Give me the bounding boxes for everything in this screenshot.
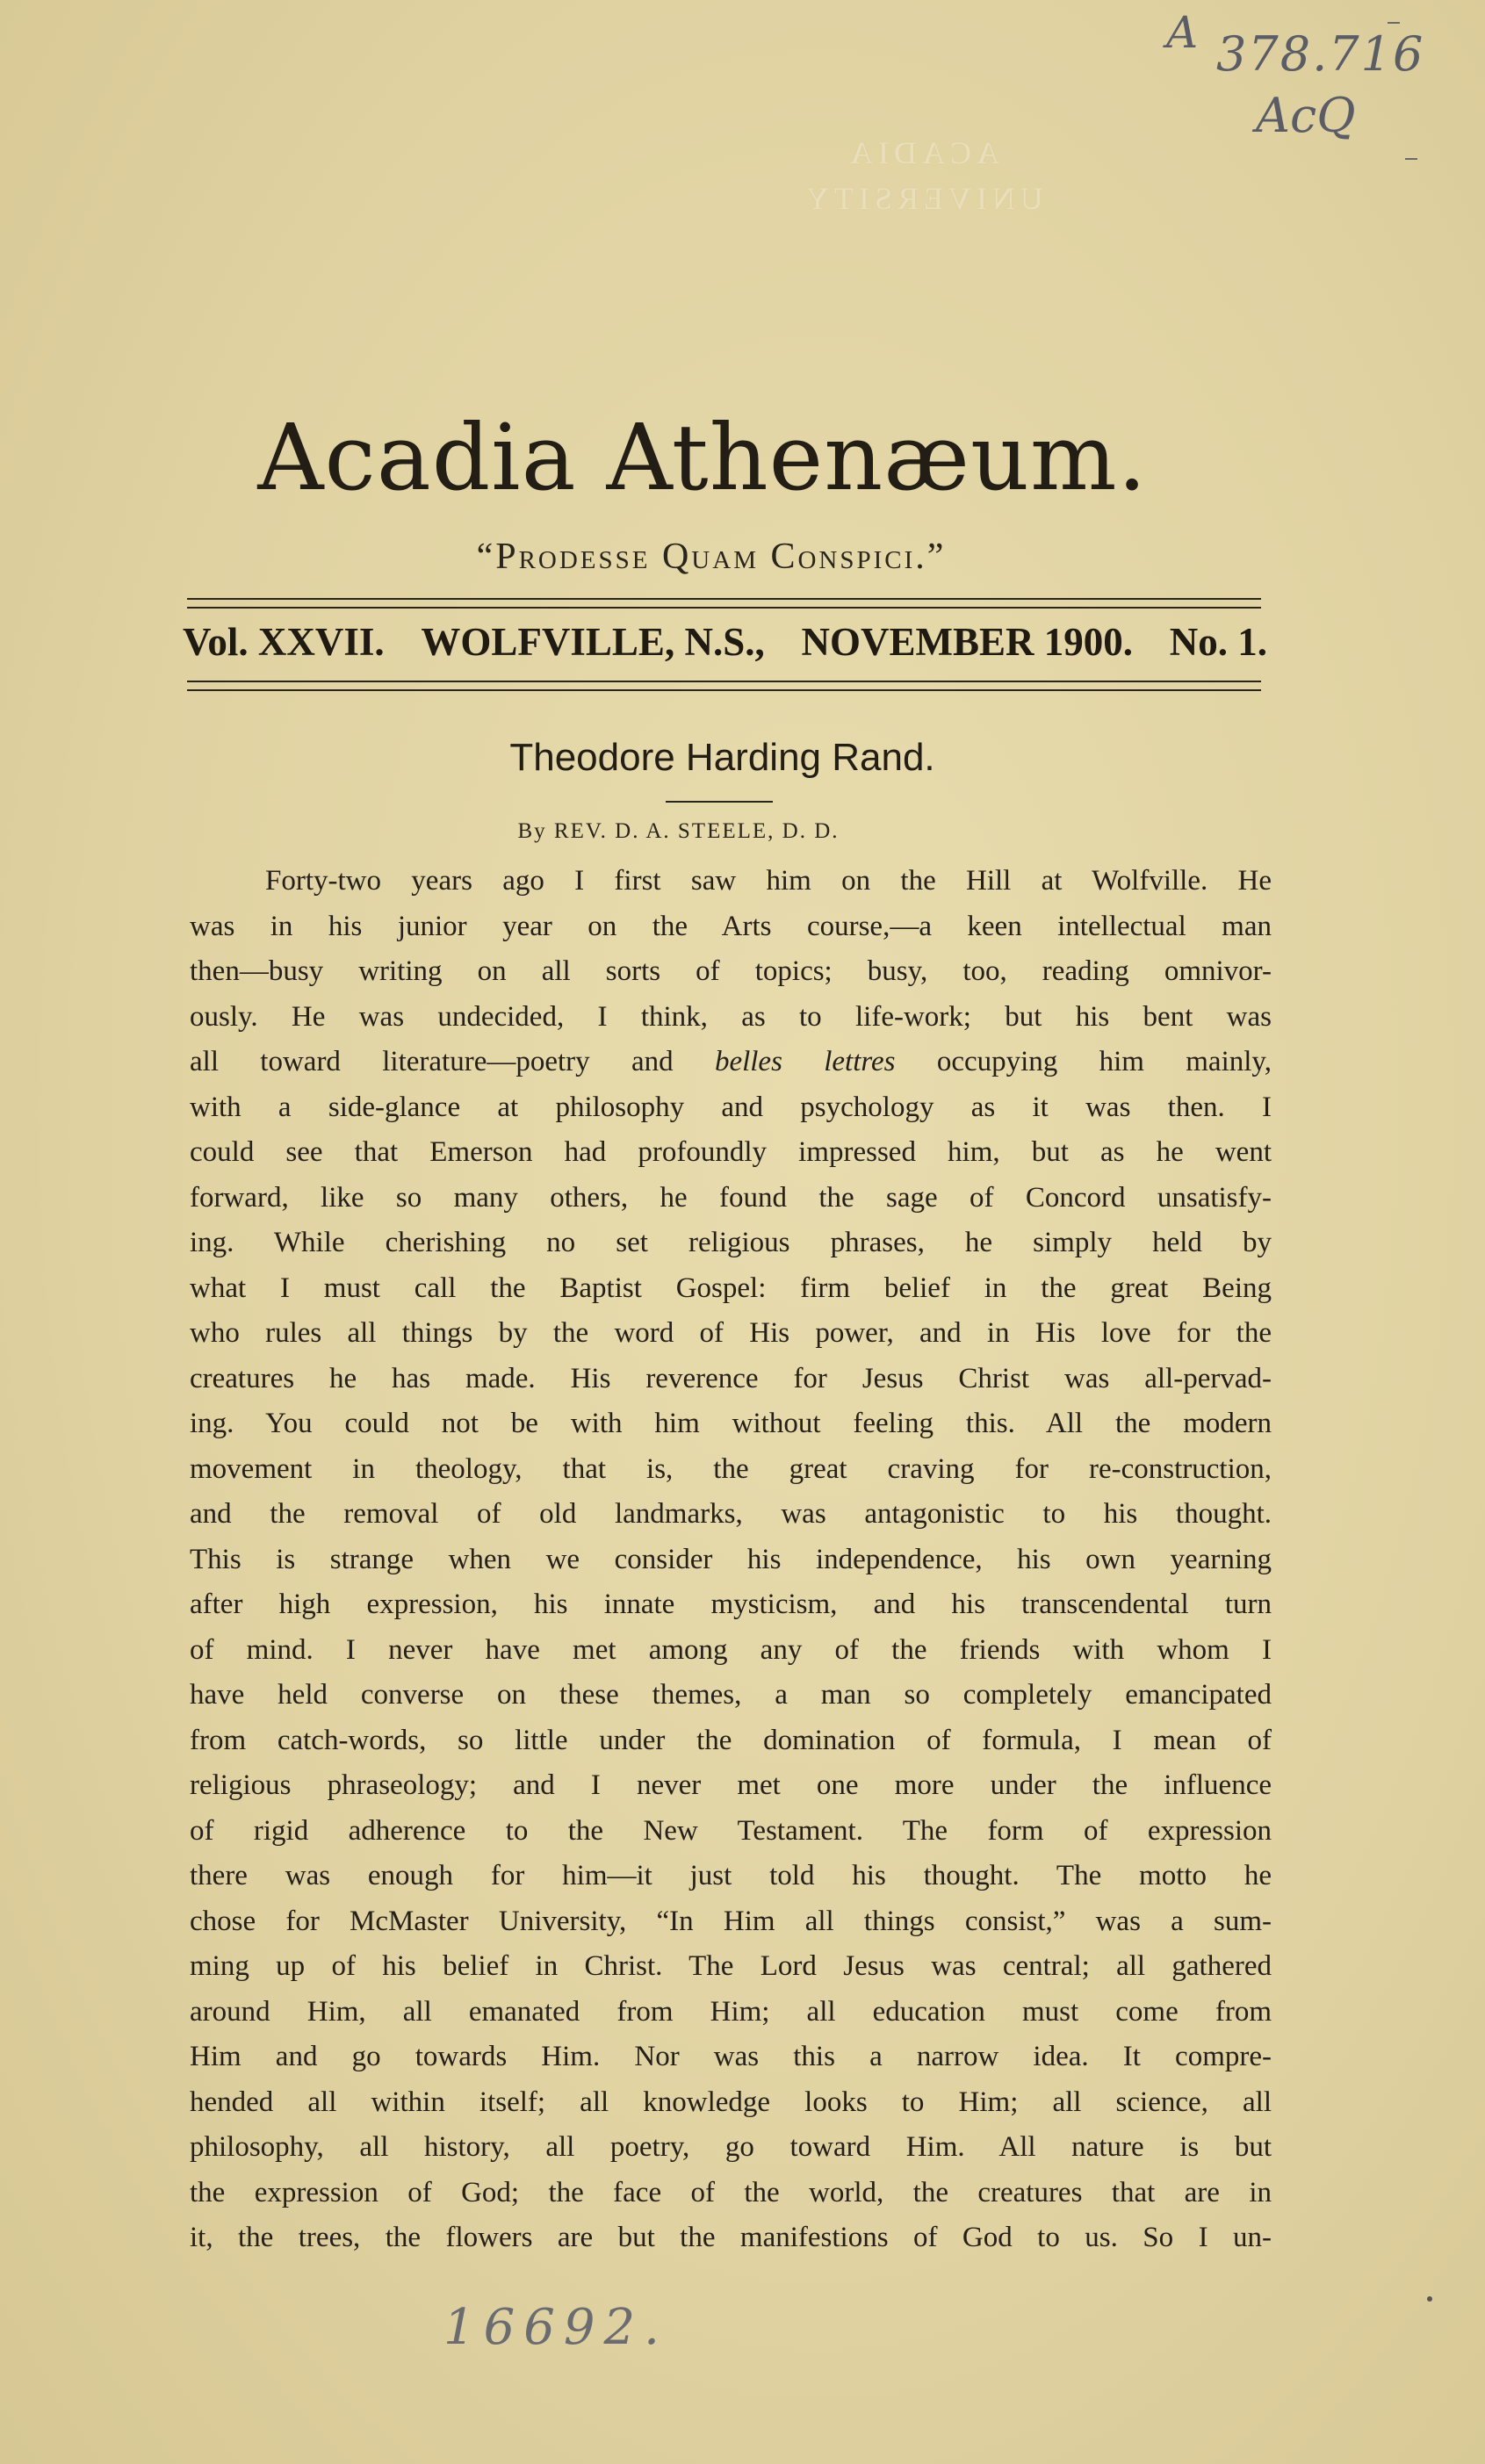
body-line: what I must call the Baptist Gospel: firm belief in the great Being <box>190 1272 1272 1304</box>
bottom-rule-inner <box>187 681 1261 682</box>
body-line: there was enough for him—it just told his thought. The motto he <box>190 1860 1272 1891</box>
body-line: ing. While cherishing no set religious phrases, he simply held by <box>190 1227 1272 1258</box>
body-line: ming up of his belief in Christ. The Lord Jesus was central; all gathered <box>190 1950 1272 1982</box>
issue-number: No. 1. <box>1169 620 1267 664</box>
call-number-suffix: AcQ <box>1256 88 1356 143</box>
body-line: of mind. I never have met among any of the friends with whom I <box>190 1633 1272 1666</box>
body-line: hended all within itself; all knowledge looks to Him; all science, all <box>190 2086 1272 2118</box>
body-line: with a side-glance at philosophy and psychology as it was then. I <box>190 1091 1272 1123</box>
body-line: creatures he has made. His reverence for Jesus Christ was all-pervad- <box>190 1362 1272 1394</box>
body-line: could see that Emerson had profoundly impressed him, but as he went <box>190 1136 1272 1168</box>
body-line: Him and go towards Him. Nor was this a narrow idea. It compre- <box>190 2041 1272 2072</box>
body-line: chose for McMaster University, “In Him all things consist,” was a sum- <box>190 1905 1272 1937</box>
stamp-line-2: UNIVERSITY <box>801 181 1043 216</box>
body-line: This is strange when we consider his independence, his own yearning <box>190 1543 1272 1575</box>
body-line: after high expression, his innate mysticism, and his transcendental turn <box>190 1589 1272 1620</box>
body-line: religious phraseology; and I never met one more under the influence <box>190 1769 1272 1801</box>
accession-number: 16692. <box>443 2299 668 2356</box>
body-line: movement in theology, that is, the great craving for re-construction, <box>190 1452 1272 1485</box>
body-line: Forty-two years ago I first saw him on the Hill at Wolfville. He <box>265 865 1272 897</box>
body-line: the expression of God; the face of the world, the creatures that are in <box>190 2176 1272 2208</box>
article-body <box>190 859 1272 2261</box>
issue-line <box>183 619 1267 665</box>
library-stamp <box>764 130 1080 221</box>
article-byline: By REV. D. A. STEELE, D. D. <box>517 819 840 843</box>
margin-mark <box>1427 2296 1432 2302</box>
top-rule-inner <box>187 607 1261 609</box>
body-line: of rigid adherence to the New Testament. The form of expression <box>190 1814 1272 1847</box>
body-line: ously. He was undecided, I think, as to life-work; but his bent was <box>190 1000 1272 1033</box>
bottom-rule <box>187 689 1261 691</box>
call-number-prefix: A <box>1166 7 1199 58</box>
masthead-motto: “Prodesse Quam Conspici.” <box>476 537 947 577</box>
issue-date: NOVEMBER 1900. <box>801 620 1133 664</box>
body-line: then—busy writing on all sorts of topics; busy, too, reading omnivor- <box>190 955 1272 987</box>
top-rule <box>187 598 1261 600</box>
body-line: from catch-words, so little under the domination of formula, I mean of <box>190 1724 1272 1756</box>
body-line: ing. You could not be with him without feeling this. All the modern <box>190 1408 1272 1439</box>
body-line: was in his junior year on the Arts course,—a keen intellectual man <box>190 910 1272 942</box>
body-line: it, the trees, the flowers are but the manifestions of God to us. So I un- <box>190 2222 1272 2253</box>
body-line: who rules all things by the word of His power, and in His love for the <box>190 1317 1272 1349</box>
issue-volume: Vol. XXVII. <box>183 620 385 664</box>
body-line: forward, like so many others, he found the sage of Concord unsatisfy- <box>190 1181 1272 1214</box>
body-line: have held converse on these themes, a man so completely emancipated <box>190 1679 1272 1711</box>
body-line: philosophy, all history, all poetry, go toward Him. All nature is but <box>190 2131 1272 2163</box>
issue-place: WOLFVILLE, N.S., <box>421 620 765 664</box>
italic-phrase: belles lettres <box>714 1046 896 1077</box>
call-number: 378.716 <box>1216 26 1425 82</box>
title-underline <box>666 801 773 803</box>
stamp-line-1: ACADIA <box>845 135 999 170</box>
body-line: all toward literature—poetry and belles lettres occupying him mainly, <box>190 1046 1272 1077</box>
margin-mark <box>1388 22 1400 24</box>
body-line: around Him, all emanated from Him; all education must come from <box>190 1995 1272 2028</box>
margin-mark <box>1405 158 1417 160</box>
masthead-title: Acadia Athenæum. <box>257 404 1148 511</box>
article-title: Theodore Harding Rand. <box>509 736 935 779</box>
body-line: and the removal of old landmarks, was antagonistic to his thought. <box>190 1498 1272 1530</box>
